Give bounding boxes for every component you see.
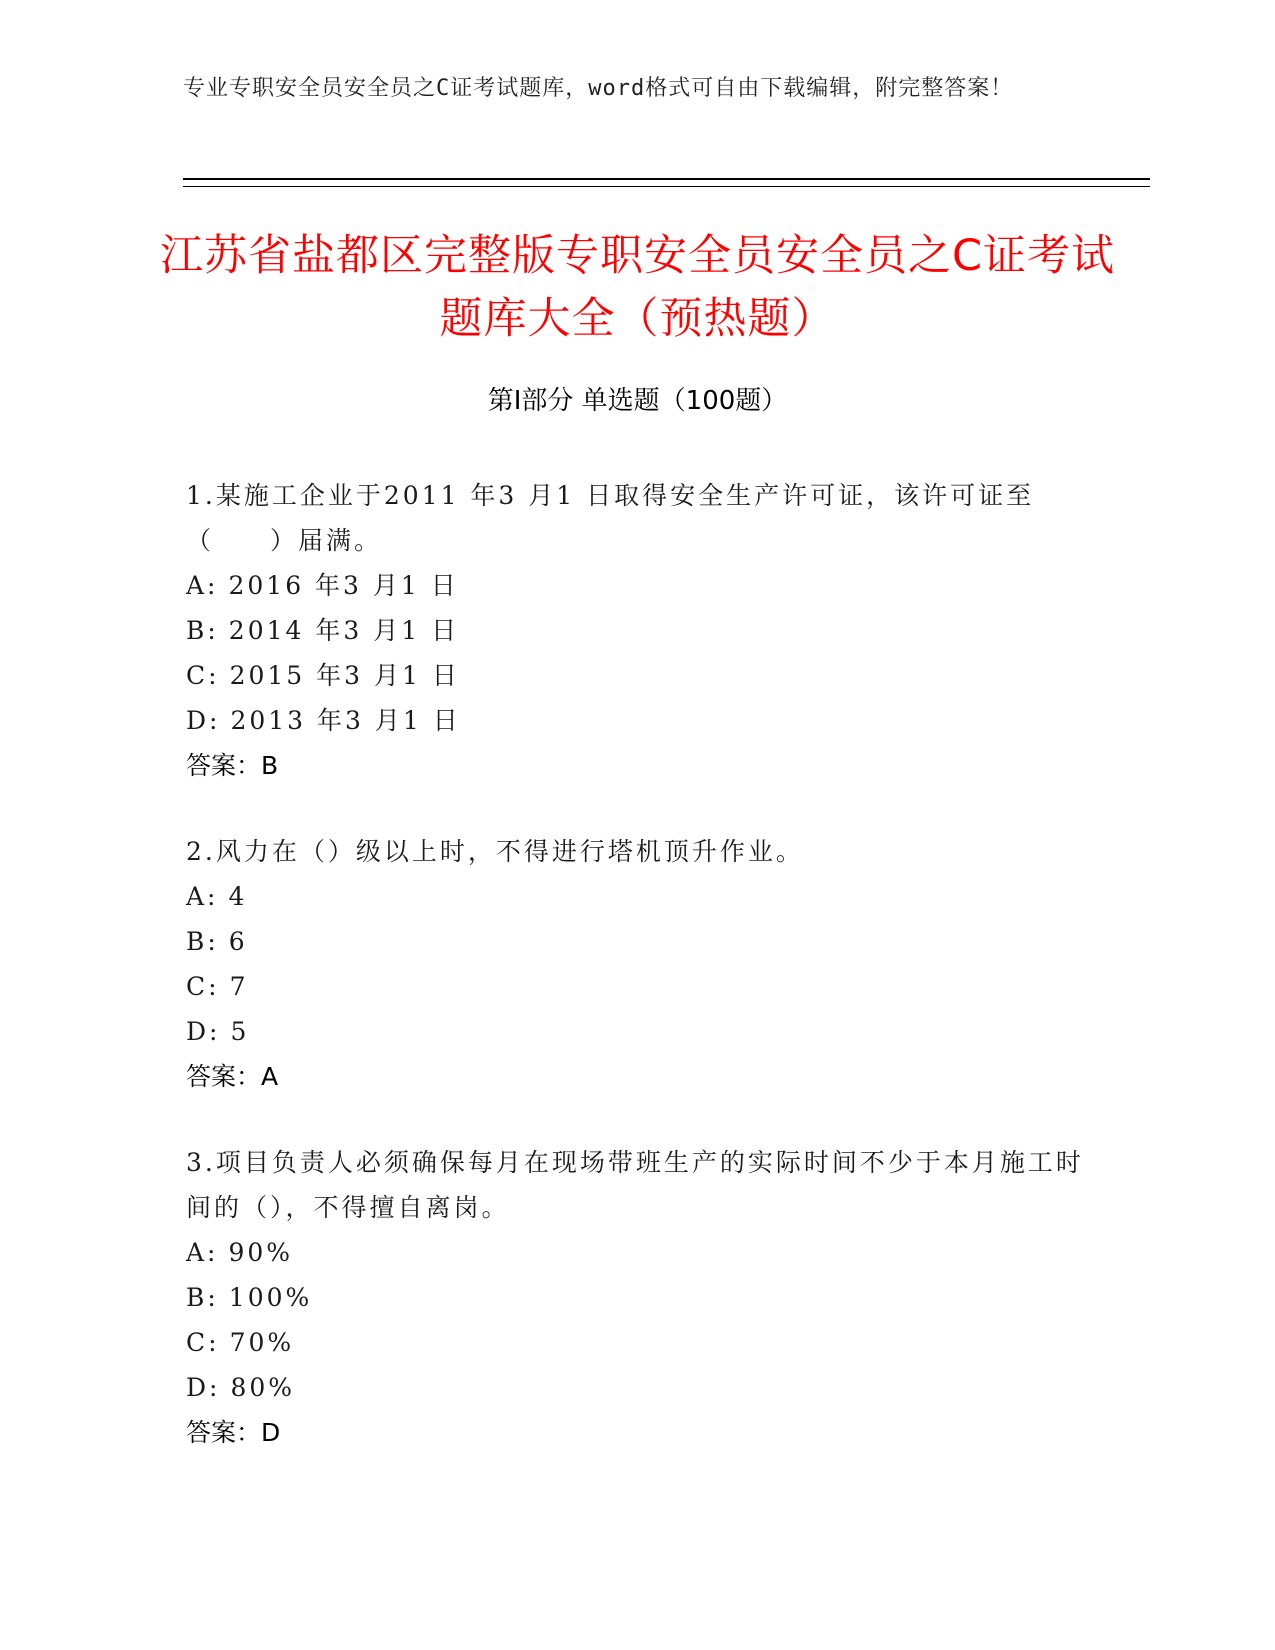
option-b xyxy=(186,608,1086,653)
question-3 xyxy=(186,1140,1086,1456)
question-text: 1.某施工企业于2011 年3 月1 日取得安全生产许可证，该许可证至（ ）届满。 xyxy=(186,481,1035,555)
option-letter: B: xyxy=(186,616,219,645)
option-text: 6 xyxy=(228,927,248,956)
option-b xyxy=(186,919,1086,964)
answer-line: 答案：D xyxy=(186,1418,281,1447)
option-a xyxy=(186,874,1086,919)
option-c xyxy=(186,653,1086,698)
question-text: 3.项目负责人必须确保每月在现场带班生产的实际时间不少于本月施工时间的（），不得擅自离岗。 xyxy=(186,1148,1084,1222)
option-c xyxy=(186,964,1086,1009)
option-text: 90% xyxy=(228,1238,294,1267)
option-text: 2016 年3 月1 日 xyxy=(228,571,459,600)
option-a xyxy=(186,1230,1086,1275)
header-divider-thin xyxy=(183,186,1150,187)
option-text: 80% xyxy=(230,1373,296,1402)
answer-line: 答案：B xyxy=(186,751,279,780)
option-text: 2013 年3 月1 日 xyxy=(230,706,461,735)
option-b xyxy=(186,1275,1086,1320)
option-letter: A: xyxy=(186,1238,219,1267)
option-letter: C: xyxy=(186,661,220,690)
option-text: 5 xyxy=(230,1017,250,1046)
option-letter: C: xyxy=(186,1328,220,1357)
document-title: 江苏省盐都区完整版专职安全员安全员之C证考试题库大全（预热题） xyxy=(159,231,1116,344)
option-letter: D: xyxy=(186,1017,221,1046)
question-text: 2.风力在（）级以上时，不得进行塔机顶升作业。 xyxy=(186,837,804,866)
option-text: 4 xyxy=(228,882,248,911)
answer-line: 答案：A xyxy=(186,1062,279,1091)
option-c xyxy=(186,1320,1086,1365)
section-title: 第Ⅰ部分 单选题（100题） xyxy=(487,386,788,416)
option-text: 2015 年3 月1 日 xyxy=(229,661,460,690)
question-list xyxy=(186,473,1086,1496)
option-d xyxy=(186,1365,1086,1410)
option-letter: A: xyxy=(186,571,219,600)
option-d xyxy=(186,698,1086,743)
option-text: 100% xyxy=(228,1283,313,1312)
option-letter: D: xyxy=(186,706,221,735)
option-letter: B: xyxy=(186,1283,219,1312)
option-letter: D: xyxy=(186,1373,221,1402)
option-letter: C: xyxy=(186,972,220,1001)
option-text: 7 xyxy=(229,972,249,1001)
question-2 xyxy=(186,829,1086,1100)
option-d xyxy=(186,1009,1086,1054)
option-letter: A: xyxy=(186,882,219,911)
header-divider-thick xyxy=(183,178,1150,180)
question-1 xyxy=(186,473,1086,789)
option-text: 2014 年3 月1 日 xyxy=(228,616,460,645)
option-a xyxy=(186,563,1086,608)
option-text: 70% xyxy=(229,1328,295,1357)
option-letter: B: xyxy=(186,927,219,956)
header-note: 专业专职安全员安全员之C证考试题库，word格式可自由下载编辑，附完整答案！ xyxy=(183,76,1014,101)
